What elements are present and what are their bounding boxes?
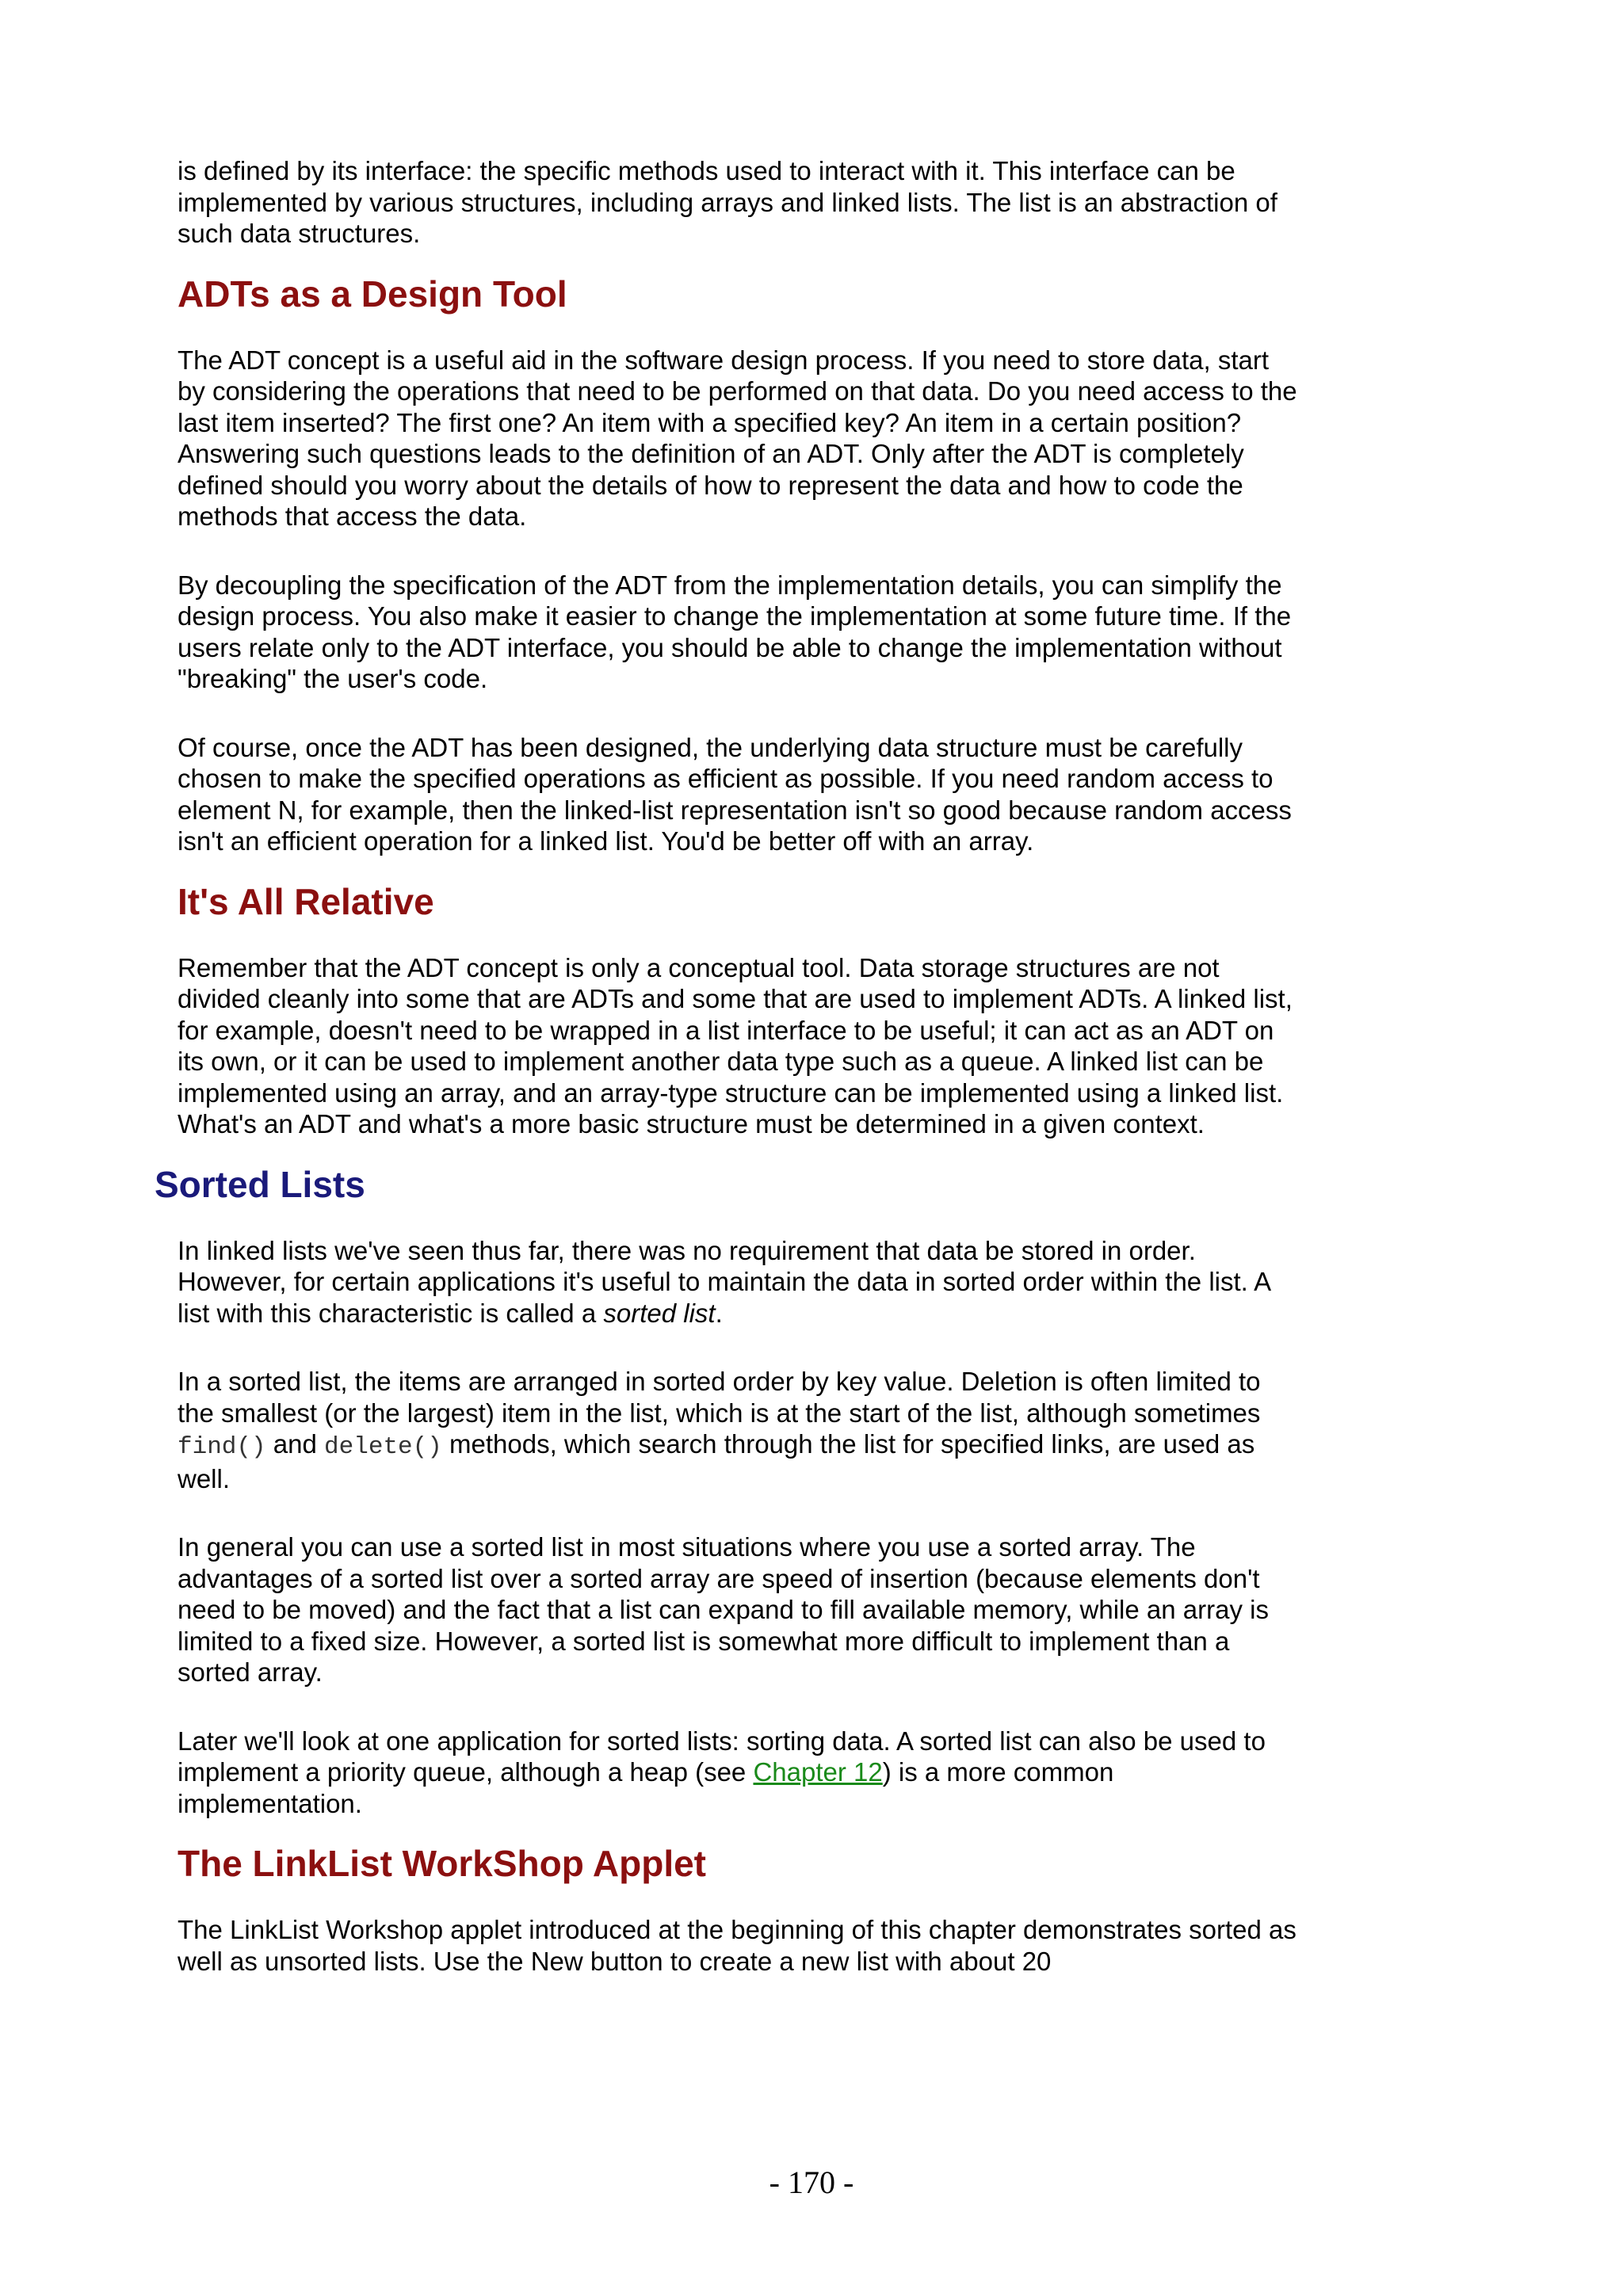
adts-design-paragraph-2: By decoupling the specification of the ADT from the implementation details, you can simplify the design process. You also make it easier to change the implementation at some future time. If the users relate only to the ADT interface, you should be able to change the implementation without "breaking" the user's code. bbox=[178, 570, 1292, 693]
adts-design-paragraph-3: Of course, once the ADT has been designed, the underlying data structure must be carefully chosen to make the specified operations as efficient as possible. If you need random access to element N, for example, then the linked-list representation isn't so good because random access isn't an efficient operation for a linked list. You'd be better off with an array. bbox=[178, 732, 1292, 856]
sorted-list-term: sorted list bbox=[603, 1298, 716, 1328]
intro-paragraph: is defined by its interface: the specific methods used to interact with it. This interface can be implemented by various structures, including arrays and linked lists. The list is an abstraction of such data structures. bbox=[178, 156, 1277, 248]
page-content bbox=[155, 155, 1303, 1977]
adts-design-paragraph-1: The ADT concept is a useful aid in the software design process. If you need to store data, start by considering the operations that need to be performed on that data. Do you need access to the last item inserted? The first one? An item with a specified key? An item in a certain position? Answering such questions leads to the definition of an ADT. Only after the ADT is completely defined should you worry about the details of how to represent the data and how to code the methods that access the data. bbox=[178, 345, 1297, 531]
all-relative-paragraph: Remember that the ADT concept is only a conceptual tool. Data storage structures are not divided cleanly into some that are ADTs and some that are used to implement ADTs. A linked list, for example, doesn't need to be wrapped in a list interface to be useful; it can act as an ADT on its own, or it can be used to implement another data type such as a queue. A linked list can be implemented using an array, and an array-type structure can be implemented using a linked list. What's an ADT and what's a more basic structure must be determined in a given context. bbox=[178, 952, 1293, 1138]
page-number: - 170 - bbox=[769, 2164, 854, 2200]
sorted-lists-paragraph-1: In linked lists we've seen thus far, there was no requirement that data be stored in order. However, for certain applications it's useful to maintain the data in sorted order within the list. A list with this characteristic is called a sorted list. bbox=[178, 1235, 1270, 1328]
workshop-paragraph: The LinkList Workshop applet introduced at the beginning of this chapter demonstrates sorted as well as unsorted lists. Use the New button to create a new list with about 20 bbox=[178, 1915, 1296, 1976]
chapter-12-link[interactable]: Chapter 12 bbox=[753, 1757, 883, 1787]
heading-adts-design-tool: ADTs as a Design Tool bbox=[178, 273, 567, 315]
sorted-lists-paragraph-2: In a sorted list, the items are arranged in sorted order by key value. Deletion is often limited to the smallest (or the largest) item in the list, which is at the start of the list, although sometimes find() and delete() methods, which search through the list for specified links, are used as well. bbox=[178, 1367, 1261, 1493]
code-delete: delete() bbox=[324, 1433, 442, 1461]
sorted-lists-paragraph-3: In general you can use a sorted list in most situations where you use a sorted array. The advantages of a sorted list over a sorted array are speed of insertion (because elements don't need to be moved) and the fact that a list can expand to fill available memory, while an array is limited to a fixed size. However, a sorted list is somewhat more difficult to implement than a sorted array. bbox=[178, 1532, 1269, 1687]
code-find: find() bbox=[178, 1433, 266, 1461]
heading-linklist-workshop-applet: The LinkList WorkShop Applet bbox=[178, 1843, 706, 1884]
heading-its-all-relative: It's All Relative bbox=[178, 880, 434, 922]
sorted-lists-paragraph-4: Later we'll look at one application for sorted lists: sorting data. A sorted list can also be used to implement a priority queue, although a heap (see Chapter 12) is a more common implementation. bbox=[178, 1726, 1266, 1818]
heading-sorted-lists: Sorted Lists bbox=[155, 1163, 365, 1205]
